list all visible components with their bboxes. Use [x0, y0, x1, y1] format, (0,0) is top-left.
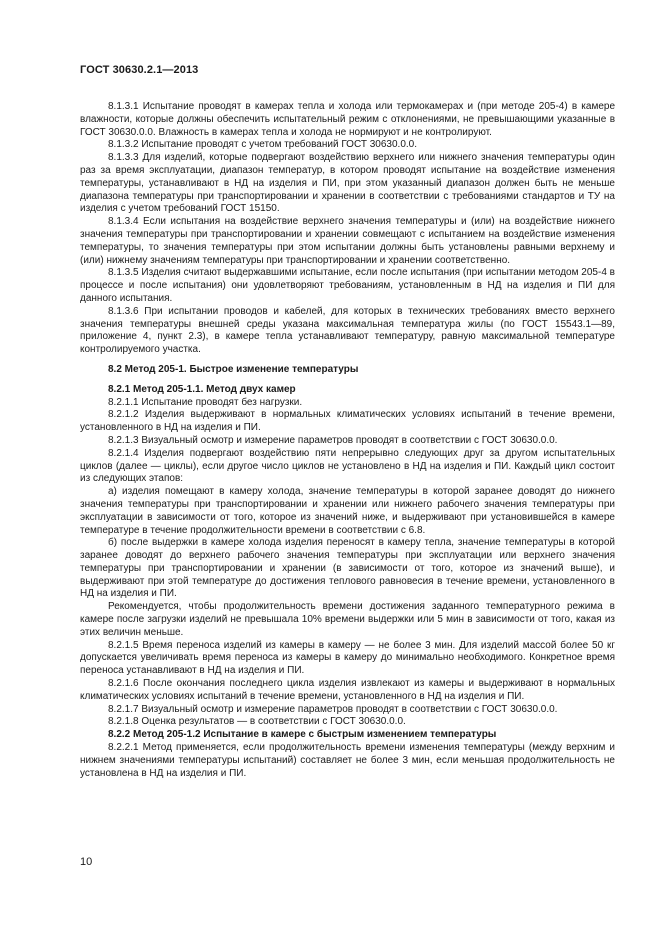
- page-header: ГОСТ 30630.2.1—2013: [80, 64, 199, 76]
- document-body: [80, 101, 615, 780]
- paragraph-8-1-3-1: 8.1.3.1 Испытание проводят в камерах тепла и холода или термокамерах и (при методе 205-4) в камере влажности, которые должны обеспечить испытательный режим с отклонениями, не превышающими указанные в ГОСТ 30630.0.0. Влажность в камерах тепла и холода не нормируют и не контролируют.: [80, 101, 615, 138]
- paragraph-8-2-1-8: 8.2.1.8 Оценка результатов — в соответствии с ГОСТ 30630.0.0.: [108, 716, 406, 728]
- subsection-heading-8-2-1: 8.2.1 Метод 205-1.1. Метод двух камер: [108, 383, 296, 395]
- paragraph-8-2-1-6: 8.2.1.6 После окончания последнего цикла изделия извлекают из камеры и выдерживают в нормальных климатических условиях испытаний в течение времени, установленного в НД на изделия и ПИ.: [80, 678, 615, 702]
- paragraph-8-1-3-2: 8.1.3.2 Испытание проводят с учетом требований ГОСТ 30630.0.0.: [108, 139, 418, 151]
- list-item-a: а) изделия помещают в камеру холода, значение температуры в которой заранее доводят до нижнего значения температуры при транспортировании и хранении или нижнего рабочего значения температуры при эксплуатации в зависимости от того, которое из значений ниже, и выдерживают при установившейся в камере температуре в течение продолжительности времени в соответствии с 6.8.: [80, 486, 615, 536]
- list-item-b: б) после выдержки в камере холода изделия переносят в камеру тепла, значение температуры в которой заранее доводят до верхнего рабочего значения температуры при эксплуатации или верхнего значения температуры при транспортировании и хранении (в зависимости от того, которое из значений выше), и выдерживают при этой температуре до достижения теплового равновесия в течение времени, установленного в НД на изделия и ПИ.: [80, 537, 615, 600]
- paragraph-8-1-3-4: 8.1.3.4 Если испытания на воздействие верхнего значения температуры и (или) на воздействие нижнего значения температуры при транспортировании и хранении совмещают с испытанием на воздействие изменения температуры, то значения температуры при этом испытании должны быть установлены равными верхнему и (или) нижнему значениям температуры при транспортировании и хранении соответственно.: [80, 216, 615, 266]
- paragraph-recommendation: Рекомендуется, чтобы продолжительность времени достижения заданного температурного режима в камере после загрузки изделий не превышала 10% времени выдержки или 5 мин в зависимости от того, какая из этих величин меньше.: [80, 601, 615, 638]
- paragraph-8-2-1-3: 8.2.1.3 Визуальный осмотр и измерение параметров проводят в соответствии с ГОСТ 30630.0.0.: [108, 434, 558, 446]
- subsection-heading-8-2-2: 8.2.2 Метод 205-1.2 Испытание в камере с быстрым изменением температуры: [108, 729, 497, 741]
- paragraph-8-2-1-1: 8.2.1.1 Испытание проводят без нагрузки.: [108, 396, 303, 408]
- paragraph-8-2-2-1: 8.2.2.1 Метод применяется, если продолжительность времени изменения температуры (между верхним и нижнем значениями температуры испытаний) составляет не более 3 мин, если меньшая продолжительность не установлена в НД на изделия и ПИ.: [80, 742, 615, 779]
- paragraph-8-2-1-5: 8.2.1.5 Время переноса изделий из камеры в камеру — не более 3 мин. Для изделий массой более 50 кг допускается увеличивать время переноса из камеры в камеру до минимально необходимого. Конкретное время переноса устанавливают в НД на изделия и ПИ.: [80, 639, 615, 677]
- paragraph-8-1-3-6: 8.1.3.6 При испытании проводов и кабелей, для которых в технических требованиях вместо верхнего значения температуры внешней среды указана максимальная температура жилы (по ГОСТ 15543.1—89, приложение 4, пункт 2.3), в камере тепла устанавливают температуру, равную максимальной температуре контролируемого участка.: [80, 305, 615, 356]
- paragraph-8-1-3-5: 8.1.3.5 Изделия считают выдержавшими испытание, если после испытания (при испытании методом 205-4 в процессе и после испытания) они удовлетворяют требованиям, установленным в НД на изделия и ПИ для данного испытания.: [80, 267, 615, 304]
- page-number: 10: [80, 856, 93, 868]
- paragraph-8-2-1-4: 8.2.1.4 Изделия подвергают воздействию пяти непрерывно следующих друг за другом испытательных циклов (далее — циклы), если другое число циклов не установлено в НД на изделия и ПИ. Каждый цикл состоит из следующих этапов:: [80, 447, 615, 485]
- paragraph-8-1-3-3: 8.1.3.3 Для изделий, которые подвергают воздействию верхнего или нижнего значения температуры один раз за время эксплуатации, диапазон температур, в котором проводят испытание на воздействие изменения температуры, устанавливают в НД на изделия и ПИ, при этом указанный диапазон должен быть не меньше диапазона температуры при транспортировании и хранении в соответствии с требованиями стандартов и ТУ на изделия с учетом требований ГОСТ 15150.: [80, 152, 615, 215]
- section-heading-8-2: 8.2 Метод 205-1. Быстрое изменение температуры: [108, 363, 359, 375]
- paragraph-8-2-1-2: 8.2.1.2 Изделия выдерживают в нормальных климатических условиях испытаний в течение времени, установленного в НД на изделия и ПИ.: [80, 409, 615, 434]
- paragraph-8-2-1-7: 8.2.1.7 Визуальный осмотр и измерение параметров проводят в соответствии с ГОСТ 30630.0.0.: [108, 703, 558, 715]
